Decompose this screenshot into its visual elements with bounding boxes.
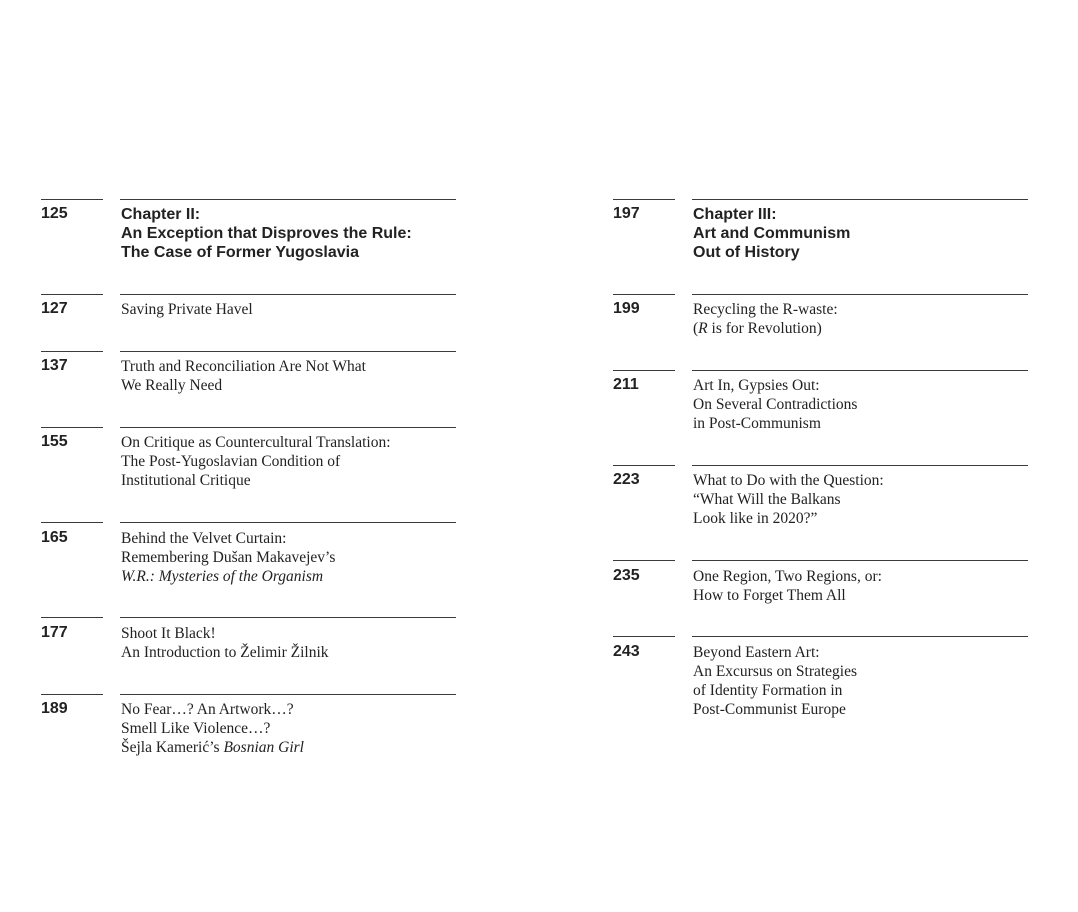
title-line: On Several Contradictions — [693, 396, 858, 413]
title-line: Look like in 2020?” — [693, 510, 818, 527]
title-line: in Post-Communism — [693, 415, 821, 432]
title-line: On Critique as Countercultural Translation: — [121, 434, 391, 451]
page-number: 125 — [41, 205, 68, 222]
page-rule — [613, 370, 675, 371]
title-line: An Excursus on Strategies — [693, 663, 858, 680]
page-number: 211 — [613, 376, 639, 393]
title-line: One Region, Two Regions, or: — [693, 568, 882, 585]
page-number: 199 — [613, 300, 640, 317]
page-rule — [613, 636, 675, 637]
title-rule — [692, 294, 1028, 295]
entry-title — [693, 567, 882, 605]
title-line: of Identity Formation in — [693, 682, 843, 699]
page-number: 137 — [41, 357, 68, 374]
title-rule — [692, 560, 1028, 561]
page-number: 235 — [613, 567, 640, 584]
page-rule — [613, 199, 675, 200]
page-number: 189 — [41, 700, 68, 717]
title-rule — [692, 370, 1028, 371]
title-text: Šejla Kamerić’s — [121, 739, 224, 756]
title-rule — [692, 636, 1028, 637]
title-text: ( — [693, 320, 699, 337]
title-line: Remembering Dušan Makavejev’s — [121, 549, 336, 566]
page-number: 223 — [613, 471, 640, 488]
title-line: Smell Like Violence…? — [121, 720, 271, 737]
chapter-heading — [693, 205, 850, 262]
title-line: Behind the Velvet Curtain: — [121, 530, 287, 547]
title-line: An Introduction to Želimir Žilnik — [121, 644, 329, 661]
title-line: What to Do with the Question: — [693, 472, 884, 489]
title-line: Post-Communist Europe — [693, 701, 846, 718]
chapter-title-line: Art and Communism — [693, 225, 851, 242]
chapter-label: Chapter III: — [693, 206, 777, 223]
title-text-italic: R — [698, 320, 708, 337]
title-line: Art In, Gypsies Out: — [693, 377, 820, 394]
title-line: No Fear…? An Artwork…? — [121, 701, 294, 718]
title-rule — [692, 199, 1028, 200]
page-rule — [613, 294, 675, 295]
chapter-label: Chapter II: — [121, 206, 201, 223]
title-rule — [692, 465, 1028, 466]
page-number: 177 — [41, 624, 68, 641]
title-line: Recycling the R-waste: — [693, 301, 838, 318]
title-line-italic: W.R.: Mysteries of the Organism — [121, 568, 324, 585]
page-number: 243 — [613, 643, 640, 660]
title-line: The Post-Yugoslavian Condition of — [121, 453, 341, 470]
entry-title — [693, 376, 857, 433]
page-number: 165 — [41, 529, 68, 546]
entry-title — [693, 471, 884, 528]
chapter-title-line: The Case of Former Yugoslavia — [121, 244, 360, 261]
title-line: “What Will the Balkans — [693, 491, 841, 508]
title-line: Institutional Critique — [121, 472, 251, 489]
page-rule — [613, 560, 675, 561]
chapter-title-line: An Exception that Disproves the Rule: — [121, 225, 412, 242]
page-number: 155 — [41, 433, 68, 450]
entry-title — [693, 300, 838, 338]
entry-title — [693, 643, 857, 719]
chapter-title-line: Out of History — [693, 244, 800, 261]
title-line: How to Forget Them All — [693, 587, 846, 604]
title-line: Beyond Eastern Art: — [693, 644, 820, 661]
page-number: 197 — [613, 205, 640, 222]
title-line: Saving Private Havel — [121, 301, 253, 318]
title-line: Shoot It Black! — [121, 625, 216, 642]
title-line: We Really Need — [121, 377, 223, 394]
title-text-italic: Bosnian Girl — [223, 739, 304, 756]
title-line — [693, 319, 838, 338]
title-line: Truth and Reconciliation Are Not What — [121, 358, 366, 375]
page-rule — [613, 465, 675, 466]
page-number: 127 — [41, 300, 68, 317]
title-text: is for Revolution) — [707, 320, 822, 337]
